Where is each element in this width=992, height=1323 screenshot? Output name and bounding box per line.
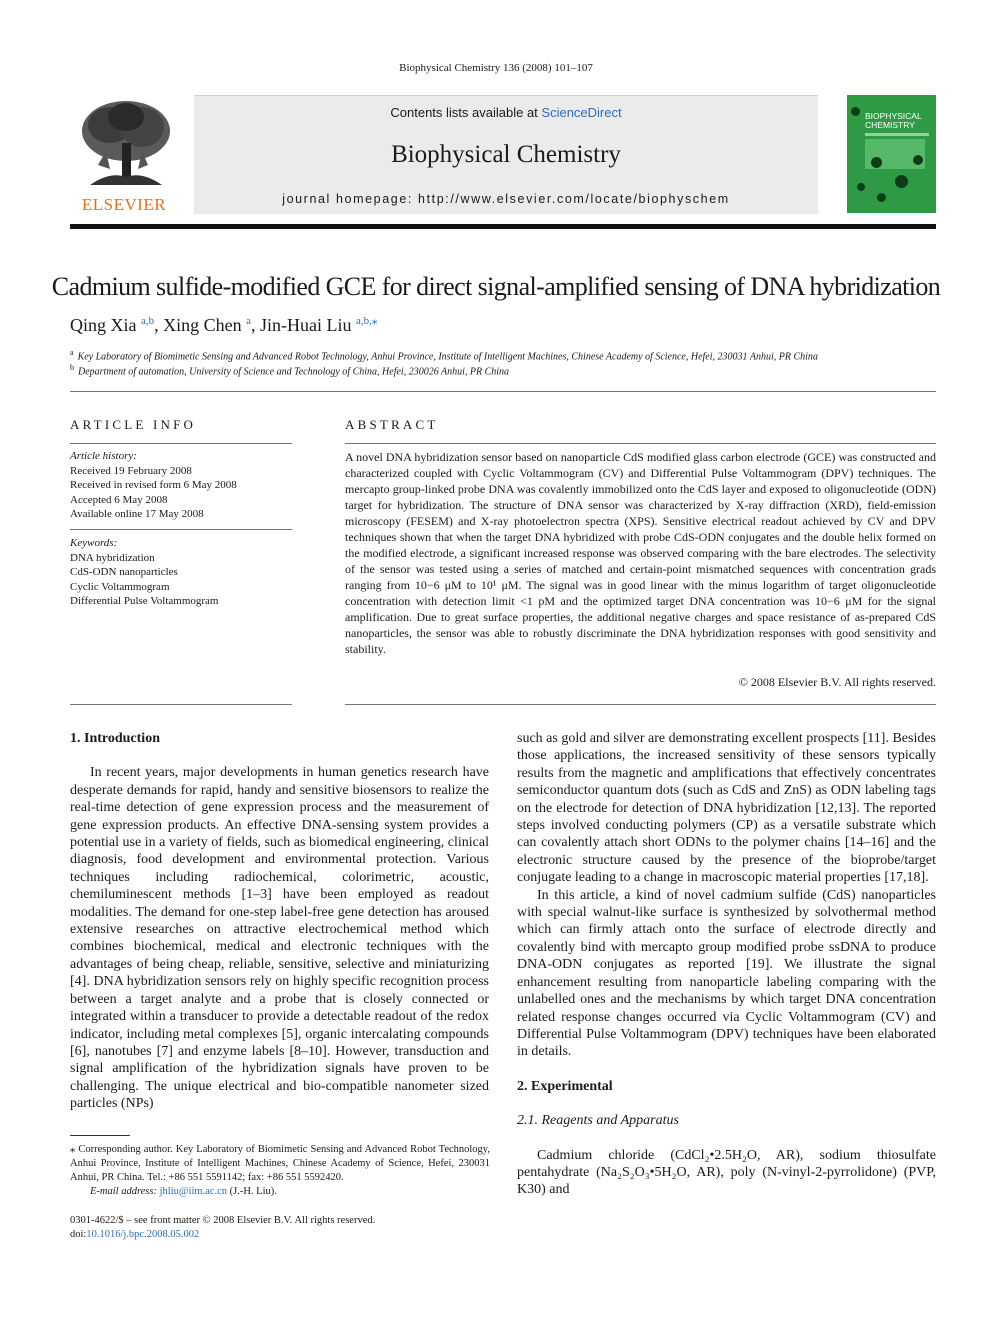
issn-block (70, 1214, 375, 1242)
history-online: Available online 17 May 2008 (70, 508, 204, 521)
abstract-divider (345, 443, 936, 444)
author-name[interactable]: Xing Chen (163, 315, 242, 335)
right-column (517, 730, 936, 1199)
article-history (70, 449, 292, 522)
email-link[interactable]: jhliu@iim.ac.cn (159, 1186, 228, 1197)
footnote-divider (70, 1135, 130, 1136)
doi-line (70, 1228, 375, 1242)
cover-dot (913, 155, 923, 165)
journal-title: Biophysical Chemistry (391, 141, 621, 168)
keyword: Differential Pulse Voltammogram (70, 595, 219, 608)
article-info-heading: ARTICLE INFO (70, 417, 197, 432)
affiliation-mark: b (70, 363, 74, 372)
paragraph: Cadmium chloride (CdCl₂•2.5H₂O, AR), sodium thiosulfate pentahydrate (Na₂S₂O₃•5H₂O, AR), poly (N-vinyl-2-pyrrolidone) (PVP, K30) and (517, 1147, 936, 1198)
email-label: E-mail address: (90, 1186, 157, 1197)
author-name[interactable]: Jin-Huai Liu (260, 315, 352, 335)
elsevier-logo[interactable] (70, 95, 178, 215)
author-affiliation-mark[interactable]: a,b (141, 315, 155, 327)
paragraph: such as gold and silver are demonstrating excellent prospects [11]. Besides those applications, the increased sensitivity of these sensors typically results from the magnetic and amplifications that effectively concentrates semiconductor quantum dots (such as CdS and ZnS) as ODN labeling tags on the electrode for detection of DNA hybridization [12,13]. The reported steps involved conducting polymers (CP) as a versatile substrate which can covalently attach short ODNs to the polymer chains [14–16] and the electronic structure caused by the presence of the bioprobe/target conjugate leading to a change in macroscopic material properties [17,18]. (517, 731, 936, 886)
info-divider (70, 529, 292, 530)
abstract-divider (345, 704, 936, 705)
author-affiliation-mark[interactable]: a (246, 315, 252, 327)
affiliation-text: Department of automation, University of Science and Technology of China, Hefei, 230026 Anhui, PR China (78, 366, 510, 378)
cover-dot (877, 193, 886, 202)
keyword: CdS-ODN nanoparticles (70, 566, 178, 579)
header-rule (70, 224, 936, 229)
footnote-text: ⁎ Corresponding author. Key Laboratory of Biomimetic Sensing and Advanced Robot Technology, Anhui Province, Institute of Intelligent Machines, Chinese Academy of Science, Hefei, 230031 Anhui, PR China. Tel.: +86 551 5591142; fax: +86 551 5592420. (70, 1144, 490, 1183)
keywords (70, 536, 292, 609)
email-suffix: (J.-H. Liu). (227, 1186, 277, 1197)
keywords-label: Keywords: (70, 537, 118, 549)
journal-homepage[interactable]: journal homepage: http://www.elsevier.com/locate/biophyschem (282, 192, 730, 206)
journal-cover-thumbnail[interactable] (847, 95, 936, 213)
sciencedirect-link[interactable]: ScienceDirect (541, 105, 622, 120)
contents-prefix: Contents lists available at (390, 105, 542, 120)
left-column (70, 730, 489, 1113)
cover-dot (895, 175, 908, 188)
cover-dot (871, 157, 882, 168)
author-affiliation-mark[interactable]: a,b,⁎ (356, 315, 378, 327)
doi-label: doi: (70, 1229, 87, 1240)
info-divider (70, 443, 292, 444)
cover-subtitle-bar (865, 133, 929, 136)
keyword: DNA hybridization (70, 551, 155, 564)
history-label: Article history: (70, 450, 137, 462)
abstract-heading: ABSTRACT (345, 417, 439, 432)
paragraph: In this article, a kind of novel cadmium sulfide (CdS) nanoparticles with special walnut-like surface is synthesized by solvothermal method which can firmly attach onto the surface of electrode directly and covalently bind with mercapto group modified probe ssDNA to produce DNA-ODN conjugates as reported [19]. We illustrate the signal enhancement resulting from nanoparticle labeling comparing with the unlabelled ones and the mechanisms by which target DNA concentration related response changes occurred via Cyclic Voltammogram (CV) and Differential Pulse Voltammogram (DPV) techniques have been elaborated in details. (517, 887, 936, 1060)
abstract-text: A novel DNA hybridization sensor based on nanoparticle CdS modified glass carbon electrode (GCE) was constructed and characterized coupled with Cyclic Voltammogram (CV) and Differential Pulse Voltammogram (DPV) techniques. The mercapto group-linked probe DNA was covalently immobilized onto the CdS layer and exposed to oligonucleotide (ODN) target for hybridization. The structure of DNA sensor was characterized by X-ray diffraction (XRD), field-emission microscopy (FESEM) and X-ray photoelectron spectra (XPS). Sensitive electrical readout achieved by CV and DPV techniques shown that when the target DNA hybridized with probe CdS-ODN conjugates and the double helix formed on the modified electrode, a significant increased response was observed comparing with the bare electrodes. The selectivity of the sensor was tested using a series of matched and certain-point mismatched sequences with concentration grads ranging from 10−6 μM to 10¹ μM. The signal was in good linear with the minus logarithm of target oligonucleotide concentration with detection limit <1 pM and the optimized target DNA concentration was 10−6 μM for the signal amplification. Due to great surface properties, the additional negative charges and space resistance of as-prepared CdS nanoparticles, the sensor was able to robustly discriminate the DNA hybridization responses with good sensitivity and stability. (345, 450, 936, 656)
info-divider (70, 704, 292, 705)
masthead (70, 95, 936, 215)
section-heading: 2. Experimental (517, 1078, 613, 1094)
history-accepted: Accepted 6 May 2008 (70, 493, 168, 506)
history-revised: Received in revised form 6 May 2008 (70, 479, 237, 492)
section-heading: 1. Introduction (70, 731, 160, 746)
publisher-wordmark: ELSEVIER (81, 195, 167, 214)
contents-line (194, 105, 818, 120)
affiliation-b (70, 363, 509, 377)
affiliation-a (70, 348, 818, 362)
subsection-heading: 2.1. Reagents and Apparatus (517, 1113, 679, 1129)
cover-dot (851, 107, 860, 116)
affiliation-text: Key Laboratory of Biomimetic Sensing and Advanced Robot Technology, Anhui Province, Institute of Intelligent Machines, Chinese Academy of Science, Hefei, 230031 Anhui, PR China (77, 351, 818, 363)
journal-reference: Biophysical Chemistry 136 (2008) 101–107 (399, 62, 593, 74)
section-divider (70, 391, 936, 392)
corresponding-author-footnote (70, 1143, 490, 1199)
keyword: Cyclic Voltammogram (70, 580, 170, 593)
cover-title: BIOPHYSICAL CHEMISTRY (865, 111, 922, 130)
copyright-line: © 2008 Elsevier B.V. All rights reserved. (738, 675, 936, 689)
author-list: Qing Xia $^{a,b}$, Xing Chen $^a$, Jin-Huai Liu $^{a,b,⁎}$ (70, 315, 378, 335)
journal-banner (194, 95, 818, 214)
history-received: Received 19 February 2008 (70, 464, 192, 477)
cover-dot (857, 183, 865, 191)
affiliation-mark: a (70, 348, 74, 357)
author-name[interactable]: Qing Xia (70, 315, 137, 335)
email-line (70, 1185, 490, 1199)
issn-line: 0301-4622/$ – see front matter © 2008 Elsevier B.V. All rights reserved. (70, 1215, 376, 1226)
paragraph: In recent years, major developments in human genetics research have desperate demands for rapid, handy and sensitive biosensors to realize the real-time detection of gene expression process and the measurement of gene expression products. An effective DNA-sensing system provides a potential use in a variety of fields, such as biomedical engineering, clinical diagnosis, food development and environmental protection. Various techniques including radiochemical, colorimetric, acoustic, chemiluminescent methods [1–3] have been employed as readout modalities. The demand for one-step label-free gene detection has aroused extensive researches on attractive electrochemical method which combines biochemical, medical and electronic techniques with the advantages of being cheap, reliable, sensitive, selective and miniaturizing [4]. DNA hybridization sensors rely on highly specific recognition process between a target analyte and a probe that is closely connected or integrated within a transducer to provide a detectable readout of the redox indicator, including metal complexes [5], organic intercalating compounds [6], nanotubes [7] and enzyme labels [8–10]. However, transduction and signal amplification of the hybridization signals have proven to be challenging. The unique electrical and bio-compatible nanometer sized particles (NPs) (70, 765, 489, 1112)
doi-link[interactable]: 10.1016/j.bpc.2008.05.002 (86, 1229, 200, 1240)
elsevier-tree-icon (70, 95, 178, 193)
article-title: Cadmium sulfide-modified GCE for direct signal-amplified sensing of DNA hybridization (51, 272, 941, 301)
